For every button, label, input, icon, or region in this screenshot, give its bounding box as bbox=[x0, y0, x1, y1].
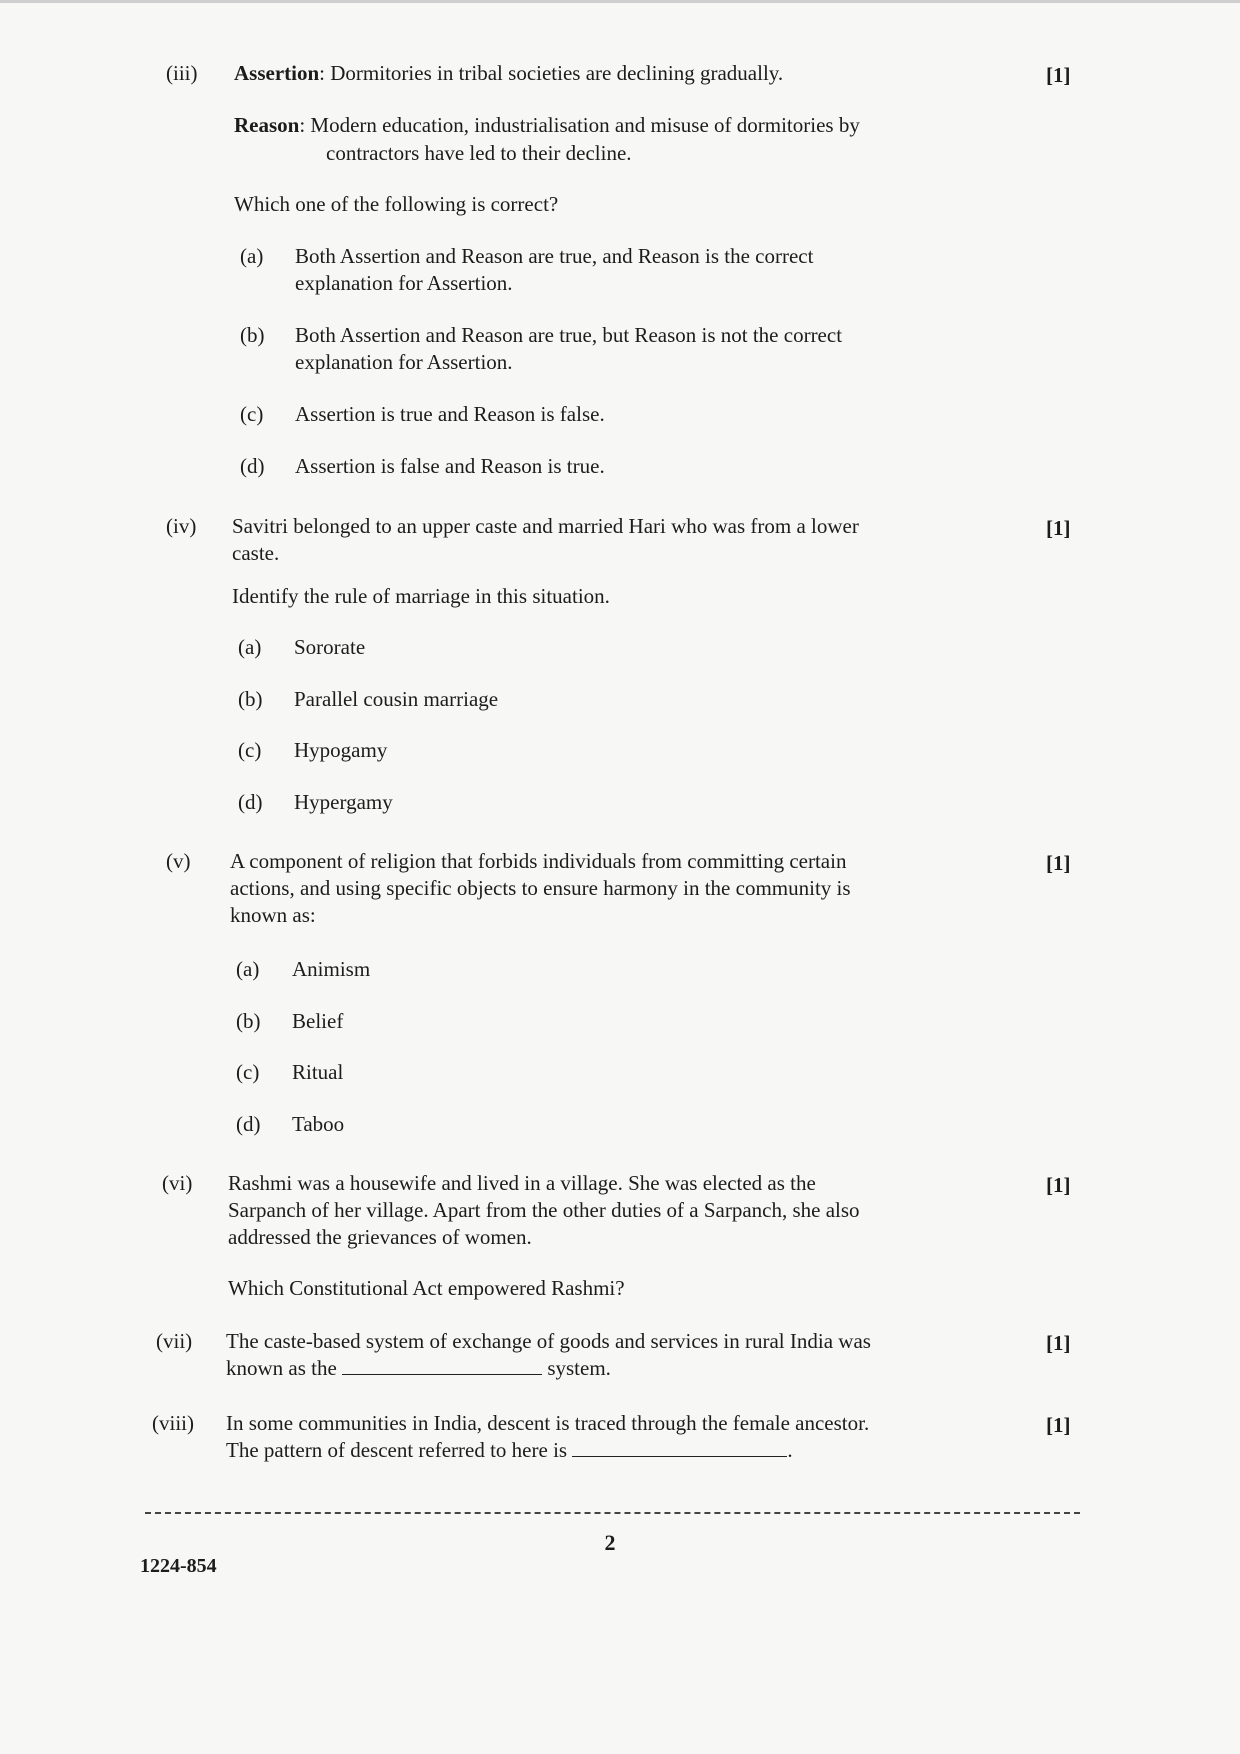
question-text: In some communities in India, descent is traced through the female ancestor. bbox=[226, 1411, 870, 1435]
marks: [1] bbox=[1046, 1413, 1071, 1437]
question-text-2: actions, and using specific objects to ensure harmony in the community is bbox=[230, 876, 851, 900]
option-text: Hypergamy bbox=[294, 790, 393, 814]
reason-line-2: contractors have led to their decline. bbox=[326, 141, 632, 165]
option-label: (a) bbox=[240, 244, 264, 268]
option-text: Sororate bbox=[294, 635, 366, 659]
assertion-label: Assertion bbox=[234, 61, 320, 85]
question-text-2: Sarpanch of her village. Apart from the other duties of a Sarpanch, she also bbox=[228, 1198, 860, 1222]
option-text-2: explanation for Assertion. bbox=[295, 271, 513, 295]
scan-edge bbox=[0, 0, 1240, 3]
question-text: The caste-based system of exchange of goods and services in rural India was bbox=[226, 1329, 871, 1353]
paper-code: 1224-854 bbox=[140, 1555, 217, 1577]
option-text: Taboo bbox=[292, 1112, 345, 1136]
option-text-2: explanation for Assertion. bbox=[295, 350, 513, 374]
option-label: (b) bbox=[240, 323, 265, 347]
text-after-blank: system. bbox=[547, 1356, 611, 1380]
option-text: Parallel cousin marriage bbox=[294, 687, 499, 711]
option-text: Ritual bbox=[292, 1060, 344, 1084]
option-label: (d) bbox=[238, 790, 263, 814]
question-prompt: Which one of the following is correct? bbox=[234, 192, 559, 216]
page-number: 2 bbox=[604, 1530, 616, 1555]
question-prompt: Which Constitutional Act empowered Rashmi? bbox=[228, 1276, 625, 1300]
answer-blank[interactable] bbox=[342, 1356, 542, 1375]
question-text: Rashmi was a housewife and lived in a village. She was elected as the bbox=[228, 1171, 816, 1195]
question-prompt: Identify the rule of marriage in this situation. bbox=[232, 584, 610, 608]
option-text: Assertion is false and Reason is true. bbox=[295, 454, 605, 478]
option-label: (d) bbox=[240, 454, 265, 478]
reason-label: Reason bbox=[234, 113, 300, 137]
question-number: (vii) bbox=[156, 1329, 193, 1353]
text-after-blank: . bbox=[787, 1438, 793, 1462]
question-number: (iv) bbox=[166, 514, 197, 538]
question-text-3: addressed the grievances of women. bbox=[228, 1225, 532, 1249]
option-label: (c) bbox=[240, 402, 264, 426]
marks: [1] bbox=[1046, 1331, 1071, 1355]
option-label: (c) bbox=[236, 1060, 260, 1084]
question-number: (iii) bbox=[166, 61, 198, 85]
reason-text: : Modern education, industrialisation and misuse of dormitories by bbox=[299, 113, 860, 137]
text-before-blank: The pattern of descent referred to here is bbox=[226, 1438, 568, 1462]
marks: [1] bbox=[1046, 1173, 1071, 1197]
text-before-blank: known as the bbox=[226, 1356, 337, 1380]
assertion-text: : Dormitories in tribal societies are declining gradually. bbox=[319, 61, 784, 85]
option-text: Animism bbox=[292, 957, 371, 981]
option-label: (a) bbox=[238, 635, 262, 659]
option-label: (d) bbox=[236, 1112, 261, 1136]
question-number: (viii) bbox=[152, 1411, 194, 1435]
option-text: Assertion is true and Reason is false. bbox=[295, 402, 605, 426]
question-number: (vi) bbox=[162, 1171, 193, 1195]
marks: [1] bbox=[1046, 63, 1071, 87]
question-text: Savitri belonged to an upper caste and married Hari who was from a lower bbox=[232, 514, 859, 538]
marks: [1] bbox=[1046, 851, 1071, 875]
assertion-line bbox=[234, 60, 783, 87]
marks: [1] bbox=[1046, 516, 1071, 540]
question-text-2 bbox=[226, 1437, 793, 1464]
question-text-2: caste. bbox=[232, 541, 280, 565]
footer-divider bbox=[145, 1512, 1080, 1514]
option-label: (b) bbox=[238, 687, 263, 711]
option-text: Both Assertion and Reason are true, but Reason is not the correct bbox=[295, 323, 843, 347]
option-text: Both Assertion and Reason are true, and Reason is the correct bbox=[295, 244, 814, 268]
option-label: (a) bbox=[236, 957, 260, 981]
option-text: Belief bbox=[292, 1009, 344, 1033]
question-text-2 bbox=[226, 1355, 611, 1382]
option-text: Hypogamy bbox=[294, 738, 388, 762]
option-label: (b) bbox=[236, 1009, 261, 1033]
question-text: A component of religion that forbids individuals from committing certain bbox=[230, 849, 847, 873]
answer-blank[interactable] bbox=[572, 1438, 787, 1457]
question-text-3: known as: bbox=[230, 903, 316, 927]
reason-line bbox=[234, 112, 1014, 139]
question-number: (v) bbox=[166, 849, 191, 873]
option-label: (c) bbox=[238, 738, 262, 762]
